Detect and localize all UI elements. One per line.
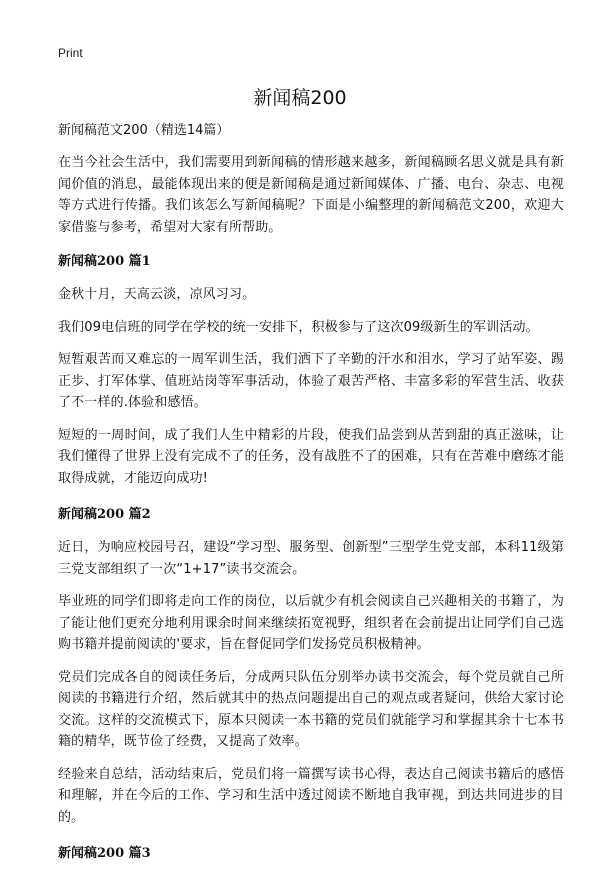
section-2-paragraph: 近日，为响应校园号召，建设“学习型、服务型、创新型”三型学生党支部，本科11级第三党支部组织了一次“1+17”读书交流会。 [58,540,564,577]
section-2-paragraph: 经验来自总结，活动结束后，党员们将一篇撰写读书心得，表达自己阅读书籍后的感悟和理解，并在今后的工作、学习和生活中透过阅读不断地自我审视，到达共同进步的目的。 [58,766,564,825]
document-title: 新闻稿200 [253,87,347,109]
section-1-paragraph: 金秋十月，天高云淡，凉风习习。 [58,287,256,302]
section-heading-1: 新闻稿200 篇1 [58,254,151,269]
section-1-paragraph: 短暂艰苦而又难忘的一周军训生活，我们洒下了辛勤的汗水和泪水，学习了站军姿、踢正步、打军体掌、值班站岗等军事活动，体验了艰苦严格、丰富多彩的军营生活、收获了不一样的.体验和感悟。 [58,352,564,410]
intro-paragraph: 在当今社会生活中，我们需要用到新闻稿的情形越来越多，新闻稿顾名思义就是具有新闻价值的消息，最能体现出来的便是新闻稿是通过新闻媒体、广播、电台、杂志、电视等方式进行传播。我们该怎么写新闻稿呢？下面是小编整理的新闻稿范文200，欢迎大家借鉴与参考，希望对大家有所帮助。 [58,155,564,235]
document-subtitle: 新闻稿范文200（精选14篇） [58,123,230,138]
section-heading-2: 新闻稿200 篇2 [58,507,151,522]
section-1-paragraph: 短短的一周时间，成了我们人生中精彩的片段，使我们品尝到从苦到甜的真正滋味，让我们懂得了世界上没有完成不了的任务，没有战胜不了的困难，只有在苦难中磨练才能取得成就，才能迈向成功! [58,427,564,486]
section-1-paragraph: 我们09电信班的同学在学校的统一安排下，积极参与了这次09级新生的军训活动。 [58,319,539,335]
print-link[interactable]: Print [58,46,83,60]
document-body [58,121,564,876]
section-heading-3: 新闻稿200 篇3 [58,846,151,861]
section-2-paragraph: 党员们完成各自的阅读任务后，分成两只队伍分别举办读书交流会，每个党员就自己所阅读的书籍进行介绍，然后就其中的热点问题提出自己的观点或者疑问，供给大家讨论交流。这样的交流模式下，原本只阅读一本书籍的党员们就能学习和掌握其余十七本书籍的精华，既节俭了经费，又提高了效率。 [58,669,564,749]
section-2-paragraph: 毕业班的同学们即将走向工作的岗位，以后就少有机会阅读自己兴趣相关的书籍了，为了能让他们更充分地利用课余时间来继续拓宽视野，组织者在会前提出让同学们自己选购书籍并提前阅读的'要求，旨在督促同学们发扬党员积极精神。 [58,594,564,652]
